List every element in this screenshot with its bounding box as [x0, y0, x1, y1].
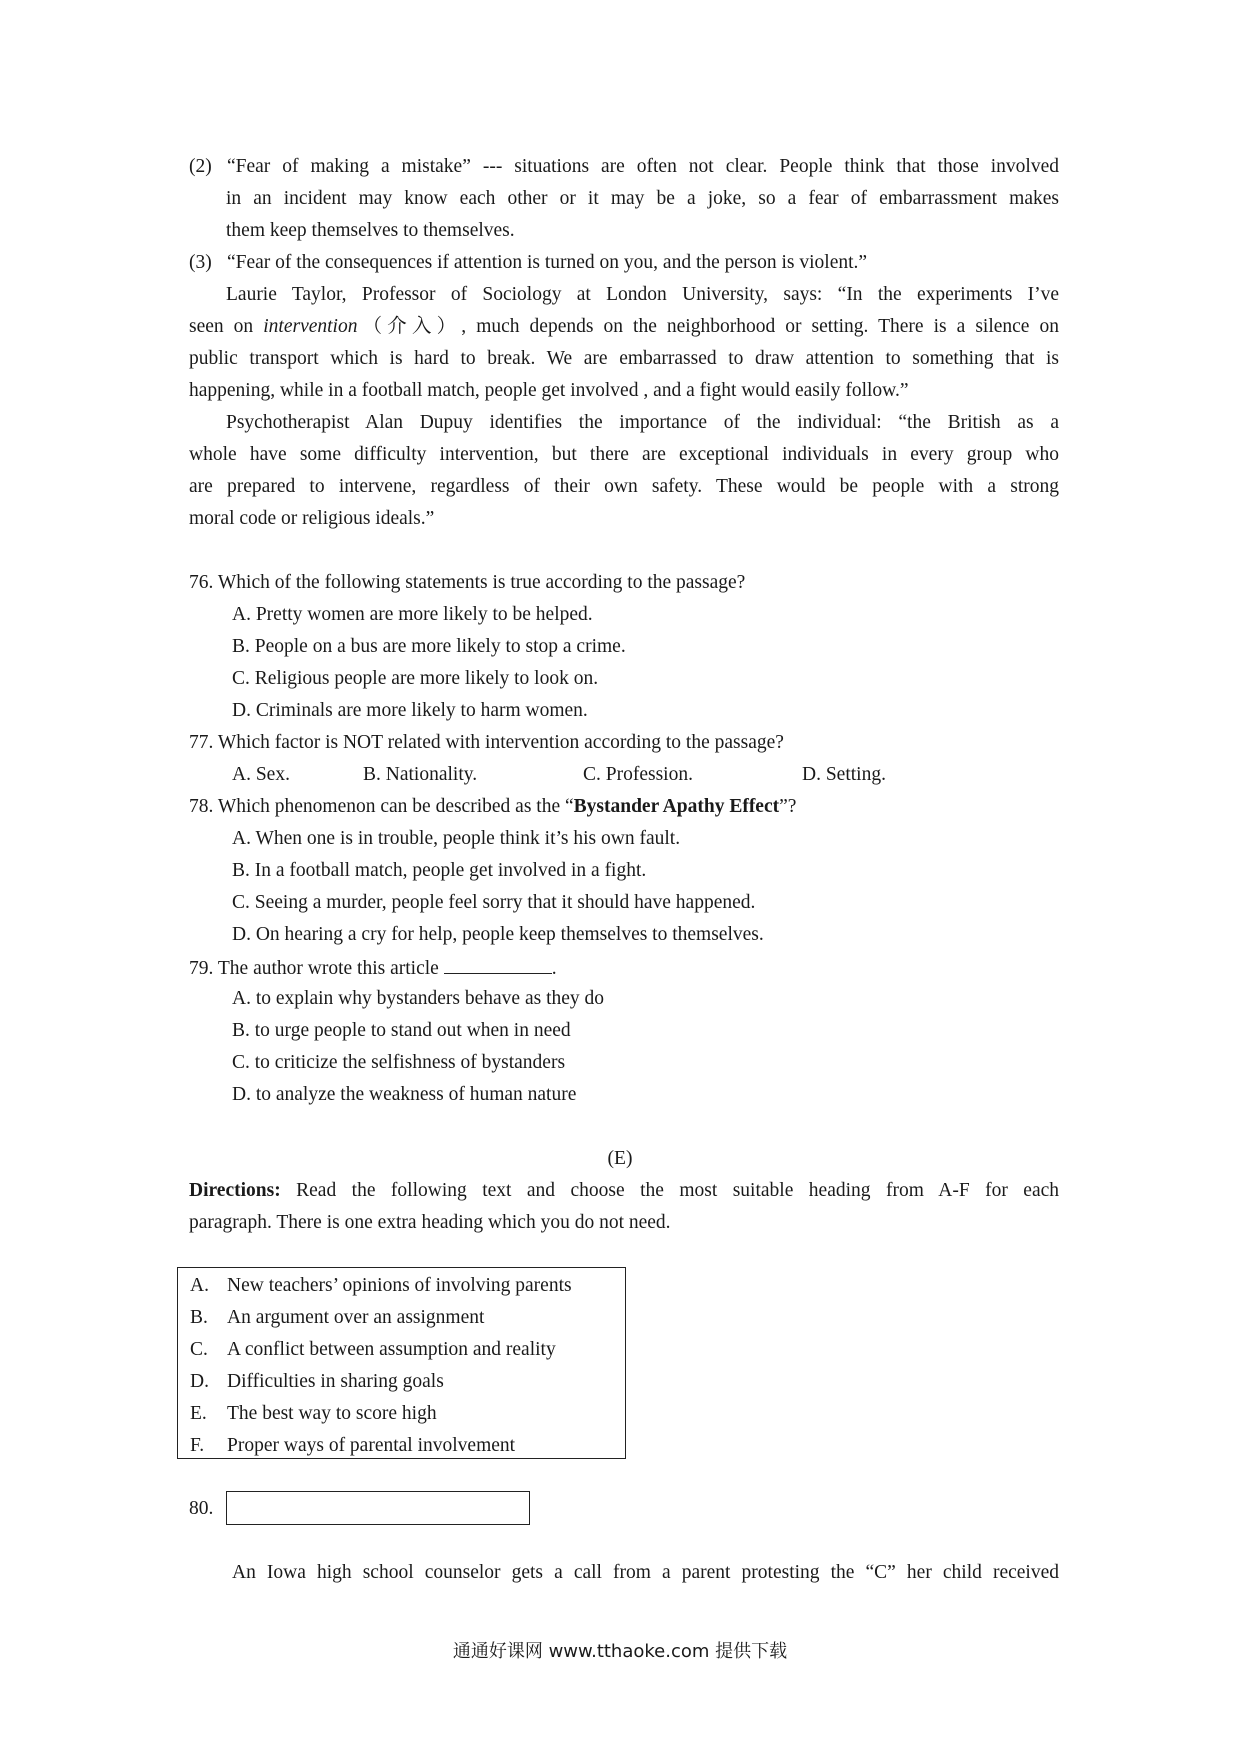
question-76: 76. Which of the following statements is true according to the passage?	[189, 572, 746, 593]
q76-option-c: C. Religious people are more likely to look on.	[232, 668, 599, 689]
q77-option-a: A. Sex.	[232, 764, 290, 785]
headings-box: A. New teachers’ opinions of involving parents B. An argument over an assignment C. A conflict between assumption and reality D. Difficulties in sharing goals E. The best way to score high F. Proper ways of parental involvement	[177, 1267, 626, 1459]
question-78: 78. Which phenomenon can be described as the “Bystander Apathy Effect”?	[189, 796, 797, 817]
taylor-paragraph-line-4: happening, while in a football match, people get involved , and a fight would easily follow.”	[189, 380, 909, 401]
q77-options	[232, 764, 1059, 786]
q76-option-d: D. Criminals are more likely to harm women.	[232, 700, 588, 721]
taylor-paragraph-line-3: public transport which is hard to break. We are embarrassed to draw attention to something that is	[189, 348, 1059, 369]
question-77: 77. Which factor is NOT related with intervention according to the passage?	[189, 732, 784, 753]
passage-item-2-line-2: in an incident may know each other or it may be a joke, so a fear of embarrassment makes	[226, 188, 1059, 209]
question-80-label: 80.	[189, 1498, 214, 1519]
q77-option-d: D. Setting.	[802, 764, 886, 785]
dupuy-paragraph-line-2: whole have some difficulty intervention, but there are exceptional individuals in every group who	[189, 444, 1059, 465]
e-text-line-1: An Iowa high school counselor gets a call from a parent protesting the “C” her child received	[232, 1562, 1059, 1583]
question-79: 79. The author wrote this article .	[189, 958, 557, 979]
q77-option-b: B. Nationality.	[363, 764, 478, 785]
q79-option-d: D. to analyze the weakness of human nature	[232, 1084, 577, 1105]
italic-term: intervention	[263, 316, 358, 337]
q76-option-b: B. People on a bus are more likely to stop a crime.	[232, 636, 626, 657]
directions-label: Directions:	[189, 1180, 281, 1201]
exam-page: (2) “Fear of making a mistake” --- situations are often not clear. People think that those involved in an incident may know each other or it may be a joke, so a fear of embarrassment makes them keep themselves to themselves. (3) “Fear of the consequences if attention is turned on you, and the person is violent.” Laurie Taylor, Professor of Sociology at London University, says: “In the experiments I’ve seen on intervention（介入）, much depends on the neighborhood or setting. There is a silence on public transport which is hard to break. We are embarrassed to draw attention to something that is happening, while in a football match, people get involved , and a fight would easily follow.” Psychotherapist Alan Dupuy identifies the importance of the individual: “the British as a whole have some difficulty intervention, but there are exceptional individuals in every group who are prepared to intervene, regardless of their own safety. These would be people with a strong moral code or religious ideals.” 76. Which of the following statements is true according to the passage? A. Pretty women are more likely to be helped. B. People on a bus are more likely to stop a crime. C. Religious people are more likely to look on. D. Criminals are more likely to harm women. 77. Which factor is NOT related with intervention according to the passage? A. Sex. B. Nationality. C. Profession. D. Setting. 78. Which phenomenon can be described as the “Bystander Apathy Effect”? A. When one is in trouble, people think it’s his own fault. B. In a football match, people get involved in a fight. C. Seeing a murder, people feel sorry that it should have happened. D. On hearing a cry for help, people keep themselves to themselves. 79. The author wrote this article . A. to explain why bystanders behave as they do B. to urge people to stand out when in need C. to criticize the selfishness of bystanders D. to analyze the weakness of human nature (E) Directions: Read the following text and choose the most suitable heading from A-F for each paragraph. There is one extra heading which you do not need. A. New teachers’ opinions of involving parents B. An argument over an assignment C. A conflict between assumption and reality D. Difficulties in sharing goals E. The best way to score high F. Proper ways of parental involvement 80. An Iowa high school counselor gets a call from a parent protesting the “C” her child received 通通好课网 www.tthaoke.com 提供下载	[0, 0, 1240, 1754]
q77-option-c: C. Profession.	[583, 764, 693, 785]
q80-answer-box[interactable]	[226, 1491, 530, 1525]
bold-term: Bystander Apathy Effect	[573, 796, 780, 817]
dupuy-paragraph-line-3: are prepared to intervene, regardless of their own safety. These would be people with a strong	[189, 476, 1059, 497]
q76-option-a: A. Pretty women are more likely to be helped.	[232, 604, 593, 625]
footer: 通通好课网 www.tthaoke.com 提供下载	[452, 1641, 788, 1662]
q79-option-b: B. to urge people to stand out when in need	[232, 1020, 571, 1041]
item-number: (2)	[189, 156, 212, 177]
q78-option-d: D. On hearing a cry for help, people keep themselves to themselves.	[232, 924, 764, 945]
directions-line-1: Directions: Read the following text and choose the most suitable heading from A-F for each	[189, 1180, 1059, 1201]
passage-item-2-line-3: them keep themselves to themselves.	[226, 220, 515, 241]
section-label: (E)	[607, 1148, 633, 1169]
q79-option-c: C. to criticize the selfishness of bystanders	[232, 1052, 566, 1073]
q78-option-a: A. When one is in trouble, people think it’s his own fault.	[232, 828, 681, 849]
directions-line-2: paragraph. There is one extra heading which you do not need.	[189, 1212, 671, 1233]
q78-option-b: B. In a football match, people get involved in a fight.	[232, 860, 647, 881]
taylor-paragraph-line-2: seen on intervention（介入）, much depends on the neighborhood or setting. There is a silence on	[189, 316, 1060, 337]
answer-blank	[444, 956, 552, 974]
taylor-paragraph-line-1: Laurie Taylor, Professor of Sociology at London University, says: “In the experiments I’ve	[226, 284, 1059, 305]
dupuy-paragraph-line-4: moral code or religious ideals.”	[189, 508, 435, 529]
q78-option-c: C. Seeing a murder, people feel sorry that it should have happened.	[232, 892, 756, 913]
q79-option-a: A. to explain why bystanders behave as they do	[232, 988, 605, 1009]
item-number: (3)	[189, 252, 212, 273]
dupuy-paragraph-line-1: Psychotherapist Alan Dupuy identifies the importance of the individual: “the British as a	[226, 412, 1059, 433]
